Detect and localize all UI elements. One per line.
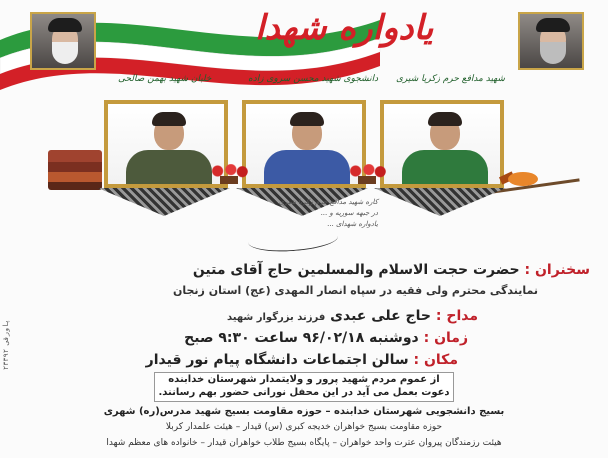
- maddah-name: حاج علی عبدی: [330, 308, 431, 324]
- handwriting-line: یادواره شهدای ...: [327, 220, 378, 228]
- poster-title: یادواره شهدا: [255, 8, 434, 48]
- maddah-label: مداح :: [435, 308, 478, 324]
- books-decoration: [48, 150, 102, 190]
- invitation-line: از عموم مردم شهید پرور و ولایتمدار شهرستان خدابنده: [168, 374, 440, 385]
- place-value: سالن اجتماعات دانشگاه پیام نور قیدار: [145, 352, 409, 368]
- maddah-note: فرزند بزرگوار شهید: [226, 312, 326, 323]
- organizers-line: هیئت رزمندگان پیروان عترت واحد خواهران – پایگاه بسیج طلاب خواهران قیدار – خانواده های معظم شهدا: [106, 438, 502, 448]
- place-line: [146, 352, 458, 368]
- leader-portrait-left: [30, 12, 96, 70]
- speaker-line: [193, 262, 590, 278]
- invitation-box: [154, 372, 454, 402]
- maddah-line: [227, 308, 478, 324]
- shahid-names-row: [0, 74, 608, 94]
- time-line: [184, 330, 468, 346]
- shahid-photo-3: [380, 100, 504, 188]
- side-code: پاورقی ۲۳۳۹۲: [2, 319, 10, 370]
- speaker-label: سخنران :: [524, 262, 590, 278]
- time-label: زمان :: [423, 330, 468, 346]
- shahid-name-1: خلبان شهید بهمن صالحی: [118, 74, 212, 84]
- leader-portrait-right: [518, 12, 584, 70]
- shahid-photos: [104, 100, 504, 190]
- organizers-line: حوزه مقاومت بسیج خواهران خدیجه کبری (س) قیدار – هیئت علمدار کربلا: [165, 422, 443, 432]
- time-value: دوشنبه ۹۶/۰۲/۱۸ ساعت ۹:۳۰ صبح: [184, 330, 419, 346]
- flowers-decoration: [344, 162, 390, 184]
- handwriting-line: در جبهه سوریه و ...: [320, 209, 378, 217]
- place-label: مکان :: [413, 352, 458, 368]
- speaker-name: حضرت حجت الاسلام والمسلمین حاج آقای متین: [192, 262, 520, 278]
- flowers-decoration: [206, 162, 252, 184]
- shahid-name-2: دانشجوی شهید محسن سروی زاده: [248, 74, 379, 84]
- organizers-line: بسیج دانشجویی شهرستان خدابنده – حوزه مقاومت بسیج شهید مدرس(ره) شهری: [103, 406, 505, 417]
- speaker-role: نمایندگی محترم ولی فقیه در سپاه انصار المهدی (عج) استان زنجان: [172, 284, 538, 297]
- bird-icon: [500, 168, 546, 190]
- invitation-line: دعوت بعمل می آید در این محفل نورانی حضور بهم رسانند.: [158, 387, 450, 398]
- handwriting-line: کاره شهید مدافع حرم زکریا شیری: [278, 198, 378, 206]
- shahid-name-3: شهید مدافع حرم زکریا شیری: [396, 74, 505, 84]
